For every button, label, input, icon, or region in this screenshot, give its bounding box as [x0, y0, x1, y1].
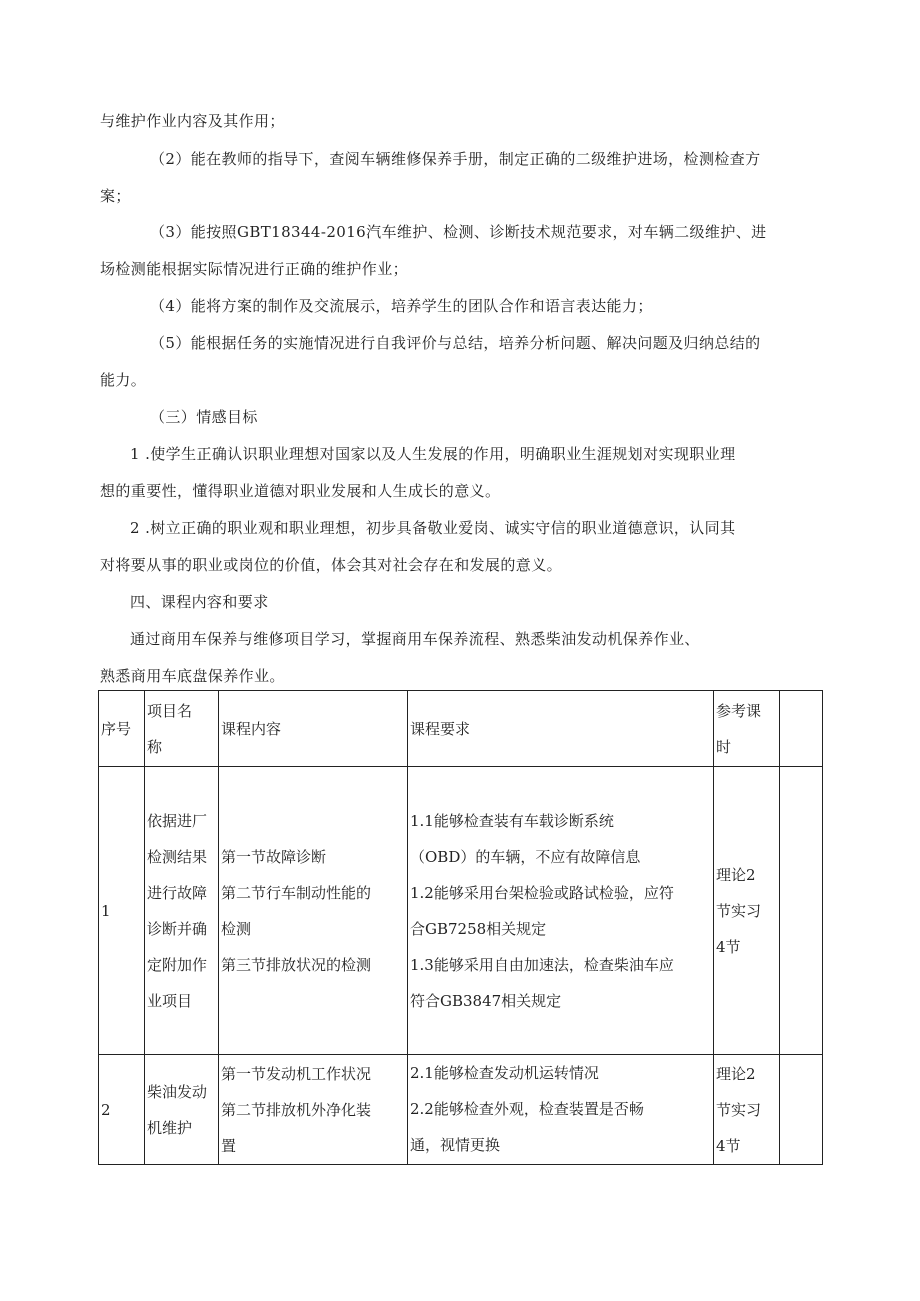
cell-seq: 1 [99, 767, 145, 1055]
text-line: 1 .使学生正确认识职业理想对国家以及人生发展的作用，明确职业生涯规划对实现职业理 [130, 445, 736, 463]
paragraph-item-5 [100, 325, 822, 399]
text-line: 想的重要性，懂得职业道德对职业发展和人生成长的意义。 [100, 482, 501, 500]
table-row [99, 767, 823, 1055]
text-line: 场检测能根据实际情况进行正确的维护作业； [100, 260, 409, 278]
cell-extra [780, 767, 823, 1055]
section-heading: 四、课程内容和要求 [130, 593, 269, 611]
text-line: 与维护作业内容及其作用； [100, 112, 285, 130]
text-line: （3）能按照GBT18344-2016汽车维护、检测、诊断技术规范要求，对车辆二级维护、进 [150, 223, 767, 241]
table-row [99, 1055, 823, 1165]
text-line: 对将要从事的职业或岗位的价值，体会其对社会存在和发展的意义。 [100, 556, 563, 574]
cell-hours: 理论2 节实习 4节 [714, 1055, 780, 1165]
text-line: （2）能在教师的指导下，查阅车辆维修保养手册，制定正确的二级维护进场，检测检查方 [150, 150, 761, 168]
paragraph-continuation [100, 103, 822, 140]
cell-content: 第一节故障诊断 第二节行车制动性能的 检测 第三节排放状况的检测 [219, 767, 408, 1055]
text-line: 通过商用车保养与维修项目学习，掌握商用车保养流程、熟悉柴油发动机保养作业、 [130, 630, 700, 648]
cell-seq: 2 [99, 1055, 145, 1165]
paragraph-emotion-1 [100, 436, 822, 510]
cell-project: 依据进厂 检测结果 进行故障 诊断并确 定附加作 业项目 [145, 767, 219, 1055]
cell-content: 第一节发动机工作状况 第二节排放机外净化装 置 [219, 1055, 408, 1165]
header-project: 项目名 称 [145, 691, 219, 767]
paragraph-item-3 [100, 214, 822, 288]
text-line: 案； [100, 187, 131, 205]
paragraph-item-4 [100, 288, 822, 325]
heading-emotion-goals [100, 399, 822, 436]
table-header-row [99, 691, 823, 767]
header-requirement: 课程要求 [408, 691, 714, 767]
text-line: （5）能根据任务的实施情况进行自我评价与总结，培养分析问题、解决问题及归纳总结的 [150, 334, 761, 352]
text-line: 能力。 [100, 371, 147, 389]
header-extra [780, 691, 823, 767]
cell-requirement: 2.1能够检查发动机运转情况 2.2能够检查外观，检查装置是否畅 通，视情更换 [408, 1055, 714, 1165]
heading-course-content [100, 584, 822, 621]
cell-extra [780, 1055, 823, 1165]
section-heading: （三）情感目标 [150, 408, 258, 426]
course-table [98, 690, 823, 1165]
header-content: 课程内容 [219, 691, 408, 767]
paragraph-intro [100, 621, 822, 695]
header-seq: 序号 [99, 691, 145, 767]
cell-requirement: 1.1能够检查装有车载诊断系统 （OBD）的车辆，不应有故障信息 1.2能够采用台架检验或路试检验，应符 合GB7258相关规定 1.3能够采用自由加速法，检查柴油车应 符合GB3847相关规定 [408, 767, 714, 1055]
text-line: 熟悉商用车底盘保养作业。 [100, 667, 285, 685]
text-line: 2 .树立正确的职业观和职业理想，初步具备敬业爱岗、诚实守信的职业道德意识，认同其 [130, 519, 736, 537]
header-hours: 参考课 时 [714, 691, 780, 767]
cell-project: 柴油发动 机维护 [145, 1055, 219, 1165]
paragraph-item-2 [100, 141, 822, 215]
paragraph-emotion-2 [100, 510, 822, 584]
cell-hours: 理论2 节实习 4节 [714, 767, 780, 1055]
text-line: （4）能将方案的制作及交流展示，培养学生的团队合作和语言表达能力； [150, 297, 653, 315]
